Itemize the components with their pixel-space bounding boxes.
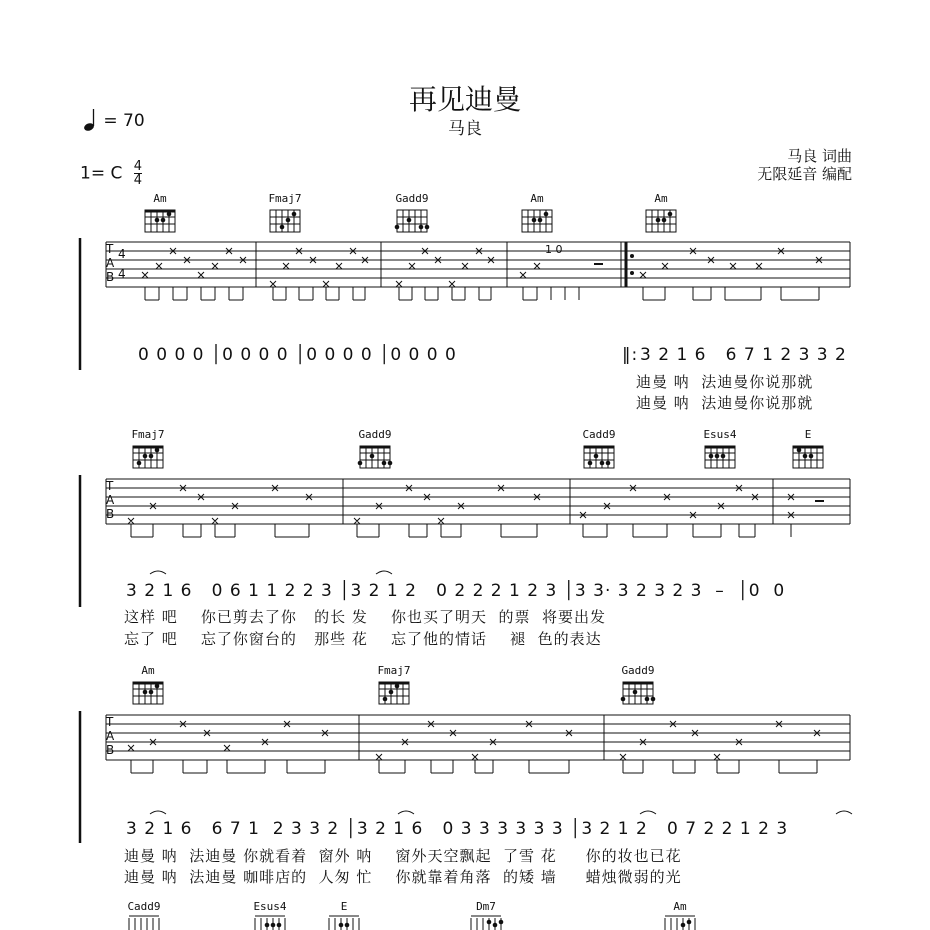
chord-name: E	[340, 900, 348, 913]
tab-time-signature: 4 4	[118, 247, 126, 281]
composer-credit: 马良 词曲	[787, 147, 852, 165]
chord-name: Fmaj7	[268, 192, 302, 205]
chord-name: Esus4	[253, 900, 287, 913]
repeat-sign: ‖:	[622, 345, 639, 365]
tab-clef: T A B	[106, 479, 115, 521]
chord-name: E	[804, 428, 812, 441]
time-sig-top: 4	[133, 159, 143, 174]
numbered-notation: 0 0 0 0 │0 0 0 0 │0 0 0 0 │0 0 0 0	[138, 345, 457, 365]
lyric-line: 迪曼 呐 法迪曼 咖啡店的 人匆 忙 你就靠着角落 的矮 墙 蜡烛微弱的光	[124, 868, 682, 886]
chord-name: Gadd9	[358, 428, 392, 441]
tab-clef: T A B	[106, 715, 115, 757]
numbered-notation: 3 2 1 6 6 7 1 2 3 3 2	[640, 345, 847, 365]
lyric-line: 忘了 吧 忘了你窗台的 那些 花 忘了他的情话 褪 色的表达	[124, 630, 602, 648]
song-artist: 马良	[448, 119, 482, 139]
song-title: 再见迪曼	[408, 83, 521, 116]
chord-name: Esus4	[703, 428, 737, 441]
lyric-line: 这样 吧 你已剪去了你 的长 发 你也买了明天 的票 将要出发	[124, 608, 607, 626]
tab-fret-numbers: 1 0	[545, 243, 563, 256]
chord-name: Fmaj7	[377, 664, 411, 677]
chord-name: Am	[153, 192, 167, 205]
lyric-line: 迪曼 呐 法迪曼你说那就	[636, 394, 814, 412]
chord-name: Am	[530, 192, 544, 205]
chord-name: Am	[654, 192, 668, 205]
chord-name: Fmaj7	[131, 428, 165, 441]
chord-name: Am	[673, 900, 687, 913]
tab-clef: T A B	[106, 242, 115, 284]
chord-name: Cadd9	[582, 428, 616, 441]
lyric-line: 迪曼 呐 法迪曼 你就看着 窗外 呐 窗外天空飘起 了雪 花 你的妆也已花	[124, 847, 682, 865]
lyric-line: 迪曼 呐 法迪曼你说那就	[636, 373, 814, 391]
tempo-value: = 70	[103, 111, 145, 131]
chord-name: Am	[141, 664, 155, 677]
key-label: 1= C	[80, 163, 123, 184]
time-sig-bottom: 4	[133, 173, 143, 188]
chord-name: Cadd9	[127, 900, 161, 913]
chord-name: Gadd9	[621, 664, 655, 677]
chord-name: Gadd9	[395, 192, 429, 205]
chord-name: Dm7	[476, 900, 496, 913]
numbered-notation: 3 2 1 6 0 6 1 1 2 2 3 │3 2 1 2 0 2 2 2 1 2 3 │3 3· 3 2 3 2 3 – │0 0	[126, 581, 786, 601]
numbered-notation: 3 2 1 6 6 7 1 2 3 3 2 │3 2 1 6 0 3 3 3 3 3 3 │3 2 1 2 0 7 2 2 1 2 3	[126, 819, 789, 839]
arranger-credit: 无限延音 编配	[757, 165, 852, 183]
